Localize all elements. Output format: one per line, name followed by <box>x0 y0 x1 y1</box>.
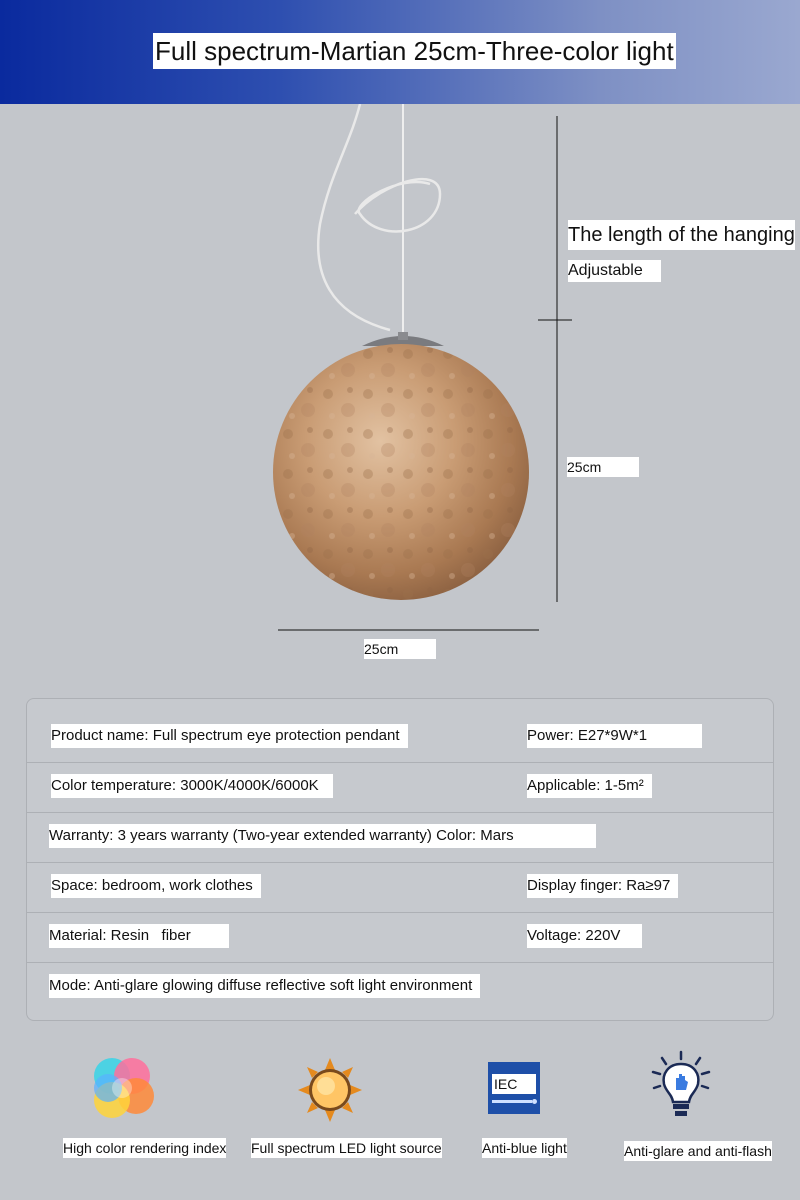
spec-warranty: Warranty: 3 years warranty (Two-year extended warranty) Color: Mars <box>49 824 596 848</box>
iec-badge-icon <box>488 1062 540 1114</box>
spec-row <box>27 712 773 763</box>
spec-table <box>26 698 774 1021</box>
spec-material: Material: Resin fiber <box>49 924 229 948</box>
spec-row <box>27 762 773 813</box>
page-title: Full spectrum-Martian 25cm-Three-color light <box>153 33 676 69</box>
spec-row <box>27 862 773 913</box>
feature-label-full-spectrum: Full spectrum LED light source <box>251 1140 442 1156</box>
pendant-lamp-illustration <box>0 104 800 664</box>
iec-badge-text: IEC <box>492 1074 536 1094</box>
spec-space: Space: bedroom, work clothes <box>51 874 261 898</box>
bulb-hand-icon <box>650 1050 712 1120</box>
sun-icon <box>298 1058 362 1122</box>
spec-row <box>27 962 773 1012</box>
spec-color-temperature: Color temperature: 3000K/4000K/6000K <box>51 774 333 798</box>
spec-mode: Mode: Anti-glare glowing diffuse reflective soft light environment <box>49 974 480 998</box>
feature-label-anti-blue: Anti-blue light <box>482 1140 567 1156</box>
spec-power: Power: E27*9W*1 <box>527 724 702 748</box>
hanging-length-title: The length of the hanging <box>568 220 795 250</box>
width-dimension-label: 25cm <box>364 639 436 659</box>
color-wheel-icon <box>90 1056 154 1120</box>
spec-row <box>27 812 773 863</box>
feature-label-anti-glare: Anti-glare and anti-flash <box>624 1143 772 1159</box>
spec-display-finger: Display finger: Ra≥97 <box>527 874 678 898</box>
feature-label-color-rendering: High color rendering index <box>63 1140 227 1156</box>
height-dimension-label: 25cm <box>567 457 639 477</box>
spec-row <box>27 912 773 963</box>
adjustable-label: Adjustable <box>568 260 661 282</box>
spec-voltage: Voltage: 220V <box>527 924 642 948</box>
spec-applicable: Applicable: 1-5m² <box>527 774 652 798</box>
spec-product-name: Product name: Full spectrum eye protection pendant <box>51 724 408 748</box>
coiled-cord <box>318 104 440 330</box>
header-banner <box>0 0 800 104</box>
